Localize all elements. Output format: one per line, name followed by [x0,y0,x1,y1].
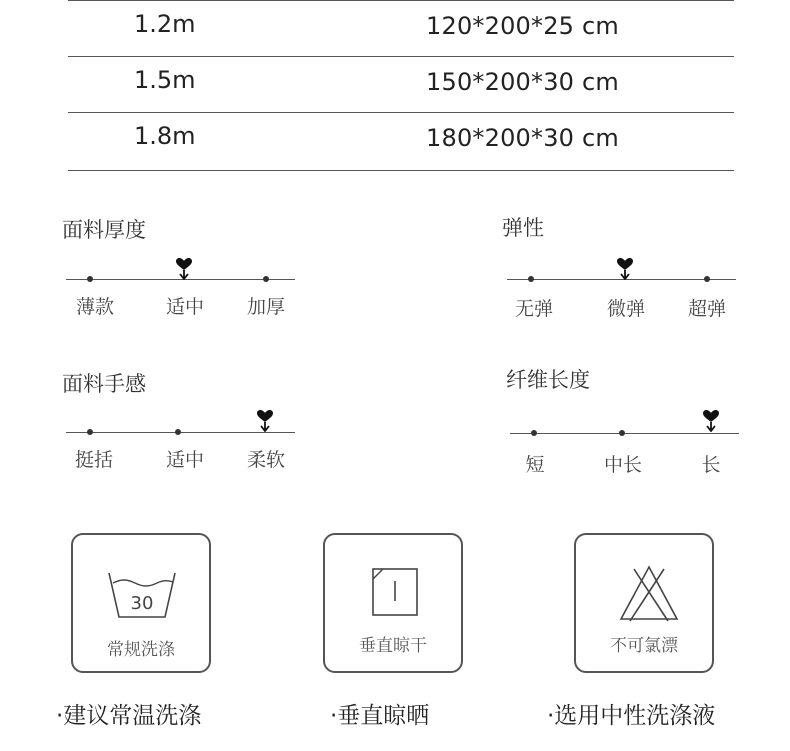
size-cell: 1.8m [134,122,196,150]
scale-label-selected: 长 [701,454,721,476]
scale-title: 面料厚度 [62,218,146,242]
scale-dot [87,276,93,282]
table-row [68,56,734,112]
dry-care-box [323,533,463,673]
wash-care-box [71,533,211,673]
feel-scale [62,368,302,478]
scale-label-selected: 柔软 [246,449,286,471]
size-table [68,0,734,168]
care-note: ·垂直晾晒 [330,703,430,729]
row-divider [68,112,734,113]
wash-30-icon [107,569,177,621]
scale-label: 挺括 [74,449,114,471]
scale-label: 中长 [603,454,643,476]
fiber-length-scale [506,364,746,474]
scale-dot [528,276,534,282]
scale-label-selected: 适中 [165,296,205,318]
scale-title: 弹性 [502,216,544,240]
row-divider [68,56,734,57]
scale-label: 加厚 [246,296,286,318]
scale-dot [87,429,93,435]
elasticity-scale [502,212,742,322]
bleach-care-box [574,533,714,673]
size-cell: 1.2m [134,10,196,38]
heart-marker-icon [703,410,719,432]
scale-dot [619,430,625,436]
care-note: ·建议常温洗涤 [56,703,202,729]
row-divider [68,0,734,1]
scale-dot [175,429,181,435]
scale-dot [704,276,710,282]
scale-dot [531,430,537,436]
care-caption: 常规洗涤 [107,640,175,660]
dimension-cell: 150*200*30 cm [426,68,619,96]
table-row [68,0,734,56]
care-note: ·选用中性洗涤液 [547,703,716,729]
drip-dry-icon [371,567,419,617]
heart-marker-icon [257,410,273,432]
scale-label: 超弹 [687,298,727,320]
scale-label: 适中 [165,449,205,471]
size-cell: 1.5m [134,66,196,94]
table-row [68,112,734,168]
care-caption: 垂直晾干 [359,636,427,656]
scale-label: 薄款 [75,296,115,318]
scale-title: 面料手感 [62,372,146,396]
heart-marker-icon [617,258,633,280]
thickness-scale [62,214,302,324]
scale-title: 纤维长度 [506,368,590,392]
scale-label: 无弹 [514,298,554,320]
wash-temperature: 30 [130,593,154,614]
scale-label: 短 [525,454,545,476]
care-caption: 不可氯漂 [610,636,678,656]
table-bottom-border [68,170,734,171]
scale-label-selected: 微弹 [606,298,646,320]
dimension-cell: 120*200*25 cm [426,12,619,40]
heart-marker-icon [176,258,192,280]
dimension-cell: 180*200*30 cm [426,124,619,152]
no-bleach-icon [618,563,680,623]
scale-dot [263,276,269,282]
